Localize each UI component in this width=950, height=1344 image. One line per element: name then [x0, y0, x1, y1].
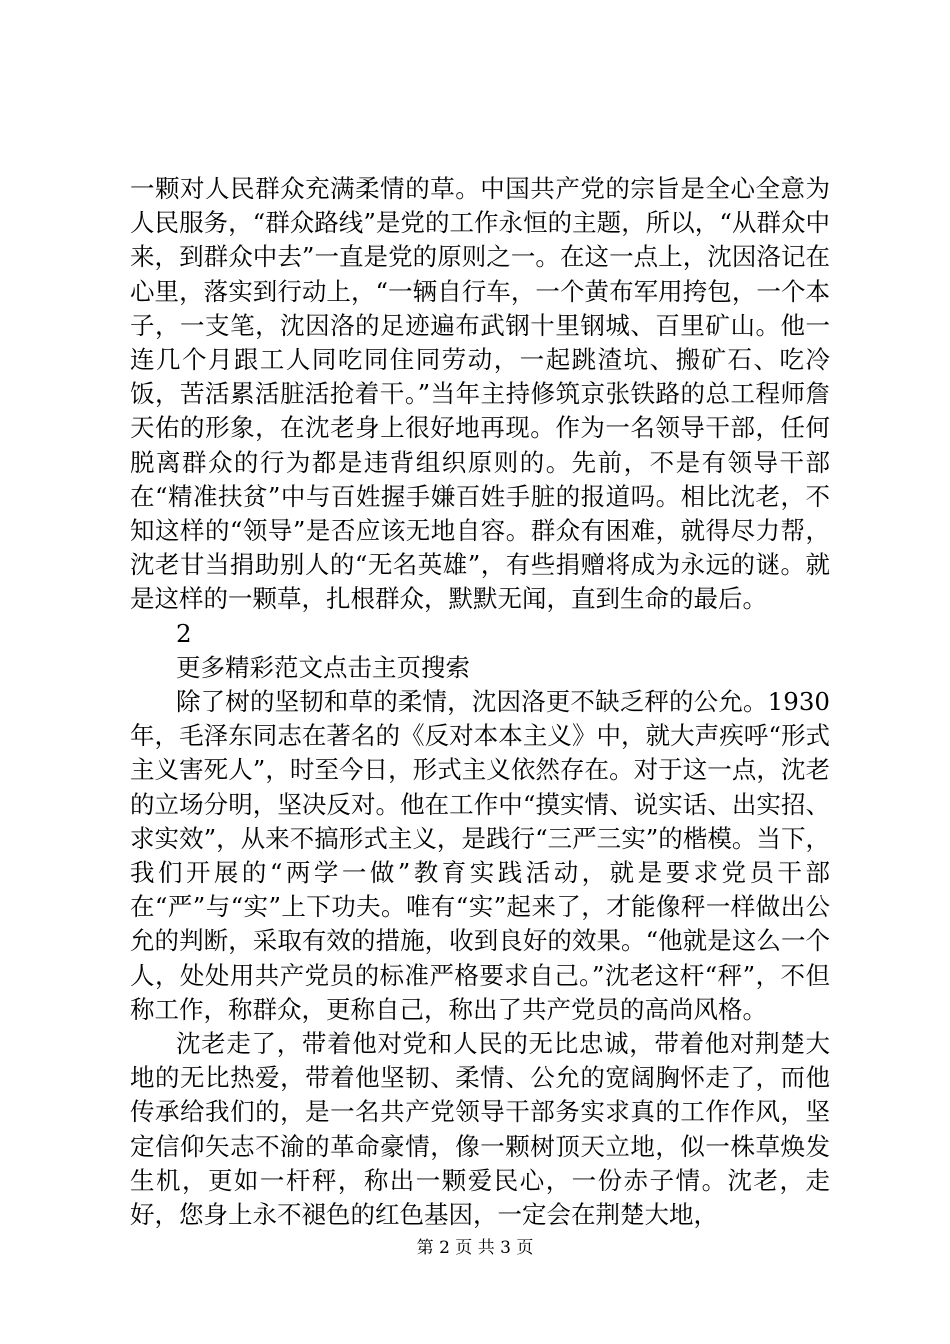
- paragraph-3: 沈老走了，带着他对党和人民的无比忠诚，带着他对荆楚大地的无比热爱，带着他坚韧、柔情、公允的宽阔胸怀走了，而他传承给我们的，是一名共产党领导干部务实求真的工作作风，坚定信仰矢志不渝的革命豪情，像一颗树顶天立地，似一株草焕发生机，更如一杆秤，称出一颗爱民心，一份赤子情。沈老，走好，您身上永不褪色的红色基因，一定会在荆楚大地，: [130, 1029, 830, 1230]
- document-body: [130, 172, 830, 1232]
- promo-line: 更多精彩范文点击主页搜索: [176, 652, 470, 682]
- page-footer: 第 2 页 共 3 页: [416, 1238, 534, 1258]
- paragraph-1: 一颗对人民群众充满柔情的草。中国共产党的宗旨是全心全意为人民服务，“群众路线”是党的工作永恒的主题，所以，“从群众中来，到群众中去”一直是党的原则之一。在这一点上，沈因洛记在心里，落实到行动上，“一辆自行车，一个黄布军用挎包，一个本子，一支笔，沈因洛的足迹遍布武钢十里钢城、百里矿山。他一连几个月跟工人同吃同住同劳动，一起跳渣坑、搬矿石、吃冷饭，苦活累活脏活抢着干。”当年主持修筑京张铁路的总工程师詹天佑的形象，在沈老身上很好地再现。作为一名领导干部，任何脱离群众的行为都是违背组织原则的。先前，不是有领导干部在“精准扶贫”中与百姓握手嫌百姓手脏的报道吗。相比沈老，不知这样的“领导”是否应该无地自容。群众有困难，就得尽力帮，沈老甘当捐助别人的“无名英雄”，有些捐赠将成为永远的谜。就是这样的一颗草，扎根群众，默默无闻，直到生命的最后。: [130, 174, 830, 614]
- section-number: 2: [176, 618, 192, 648]
- paragraph-2: 除了树的坚韧和草的柔情，沈因洛更不缺乏秤的公允。1930年，毛泽东同志在著名的《反对本本主义》中，就大声疾呼“形式主义害死人”，时至今日，形式主义依然存在。对于这一点，沈老的立场分明，坚决反对。他在工作中“摸实情、说实话、出实招、求实效”，从来不搞形式主义，是践行“三严三实”的楷模。当下，我们开展的“两学一做”教育实践活动，就是要求党员干部在“严”与“实”上下功夫。唯有“实”起来了，才能像秤一样做出公允的判断，采取有效的措施，收到良好的效果。“他就是这么一个人，处处用共产党员的标准严格要求自己。”沈老这杆“秤”，不但称工作，称群众，更称自己，称出了共产党员的高尚风格。: [130, 687, 830, 1024]
